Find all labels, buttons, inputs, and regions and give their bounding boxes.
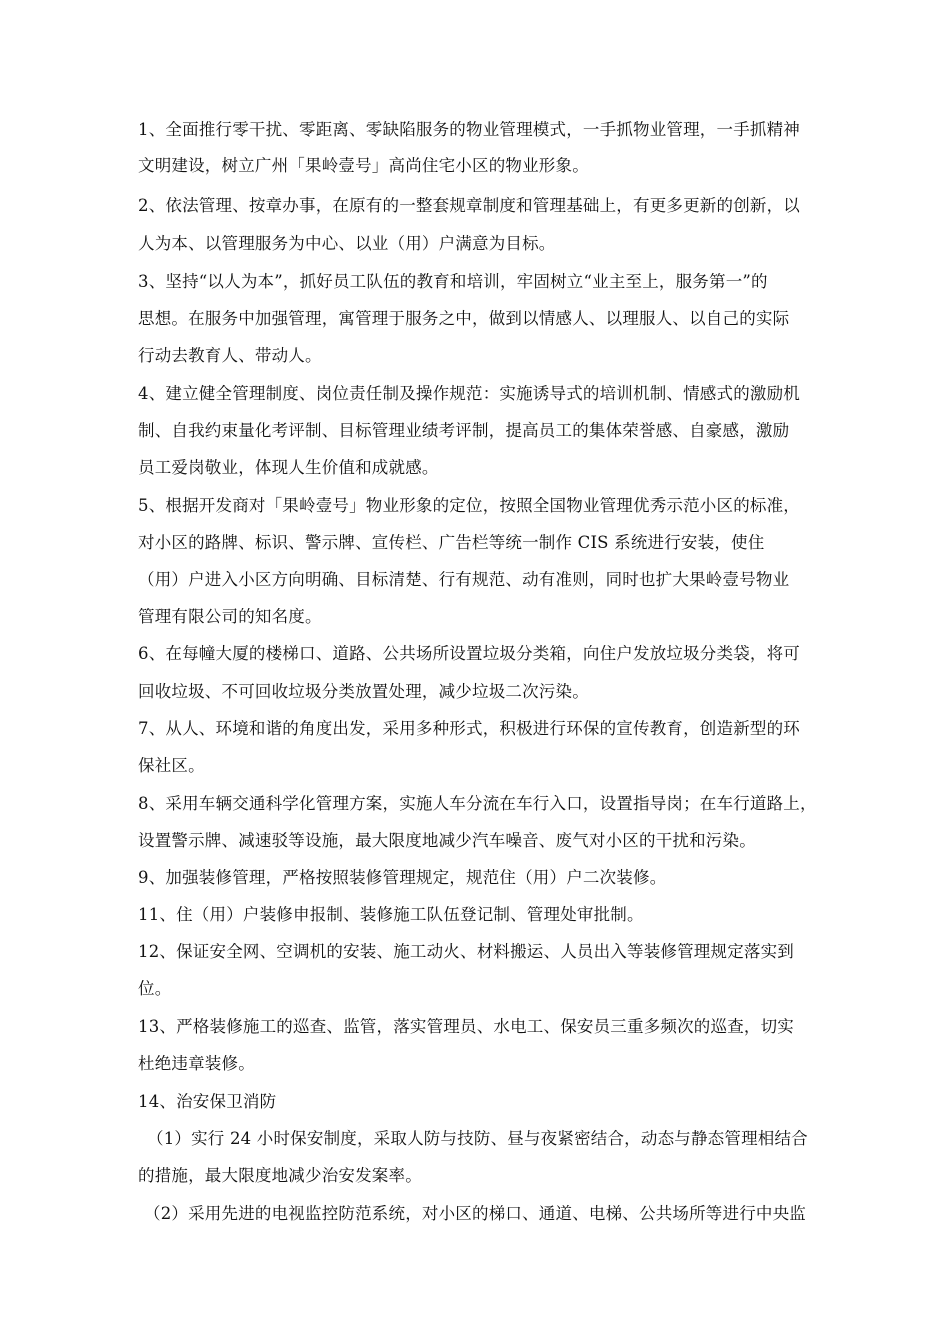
text-line: 管理有限公司的知名度。 bbox=[138, 607, 322, 626]
text-line: 6、在每幢大厦的楼梯口、道路、公共场所设置垃圾分类箱，向住户发放垃圾分类袋，将可 bbox=[138, 644, 800, 663]
text-line: 3、坚持“以人为本”，抓好员工队伍的教育和培训，牢固树立“业主至上，服务第一”的 bbox=[138, 272, 768, 291]
text-line: （2）采用先进的电视监控防范系统，对小区的梯口、通道、电梯、公共场所等进行中央监 bbox=[144, 1204, 806, 1223]
text-line: 行动去教育人、带动人。 bbox=[138, 346, 322, 365]
text-line: 11、住（用）户装修申报制、装修施工队伍登记制、管理处审批制。 bbox=[138, 905, 644, 924]
text-line: 设置警示牌、减速驳等设施，最大限度地减少汽车噪音、废气对小区的干扰和污染。 bbox=[138, 831, 756, 850]
text-line: 位。 bbox=[138, 979, 172, 998]
text-line: 文明建设，树立广州「果岭壹号」高尚住宅小区的物业形象。 bbox=[138, 156, 589, 175]
text-line: （1）实行 24 小时保安制度，采取人防与技防、昼与夜紧密结合，动态与静态管理相结合 bbox=[147, 1129, 808, 1148]
text-line: 保社区。 bbox=[138, 756, 205, 775]
text-line: 回收垃圾、不可回收垃圾分类放置处理，减少垃圾二次污染。 bbox=[138, 682, 589, 701]
text-line: 12、保证安全网、空调机的安装、施工动火、材料搬运、人员出入等装修管理规定落实到 bbox=[138, 942, 794, 961]
text-line: 14、治安保卫消防 bbox=[138, 1092, 277, 1111]
text-line: 13、严格装修施工的巡查、监管，落实管理员、水电工、保安员三重多频次的巡查，切实 bbox=[138, 1017, 794, 1036]
text-line: 8、采用车辆交通科学化管理方案，实施人车分流在车行入口，设置指导岗；在车行道路上， bbox=[138, 794, 817, 813]
text-line: 思想。在服务中加强管理，寓管理于服务之中，做到以情感人、以理服人、以自己的实际 bbox=[138, 309, 790, 328]
text-line: 人为本、以管理服务为中心、以业（用）户满意为目标。 bbox=[138, 234, 556, 253]
text-line: （用）户进入小区方向明确、目标清楚、行有规范、动有准则，同时也扩大果岭壹号物业 bbox=[138, 570, 790, 589]
text-line: 杜绝违章装修。 bbox=[138, 1054, 255, 1073]
text-line: 2、依法管理、按章办事，在原有的一整套规章制度和管理基础上，有更多更新的创新，以 bbox=[138, 196, 800, 215]
text-line: 7、从人、环境和谐的角度出发，采用多种形式，积极进行环保的宣传教育，创造新型的环 bbox=[138, 719, 800, 738]
text-line: 5、根据开发商对「果岭壹号」物业形象的定位，按照全国物业管理优秀示范小区的标准， bbox=[138, 496, 800, 515]
text-line: 1、全面推行零干扰、零距离、零缺陷服务的物业管理模式，一手抓物业管理，一手抓精神 bbox=[138, 120, 800, 139]
text-line: 制、自我约束量化考评制、目标管理业绩考评制，提高员工的集体荣誉感、自豪感，激励 bbox=[138, 421, 790, 440]
text-line: 4、建立健全管理制度、岗位责任制及操作规范：实施诱导式的培训机制、情感式的激励机 bbox=[138, 384, 800, 403]
text-line: 9、加强装修管理，严格按照装修管理规定，规范住（用）户二次装修。 bbox=[138, 868, 667, 887]
text-line: 的措施，最大限度地减少治安发案率。 bbox=[138, 1166, 422, 1185]
text-line: 员工爱岗敬业，体现人生价值和成就感。 bbox=[138, 458, 439, 477]
text-line: 对小区的路牌、标识、警示牌、宣传栏、广告栏等统一制作 CIS 系统进行安装，使住 bbox=[138, 533, 765, 552]
